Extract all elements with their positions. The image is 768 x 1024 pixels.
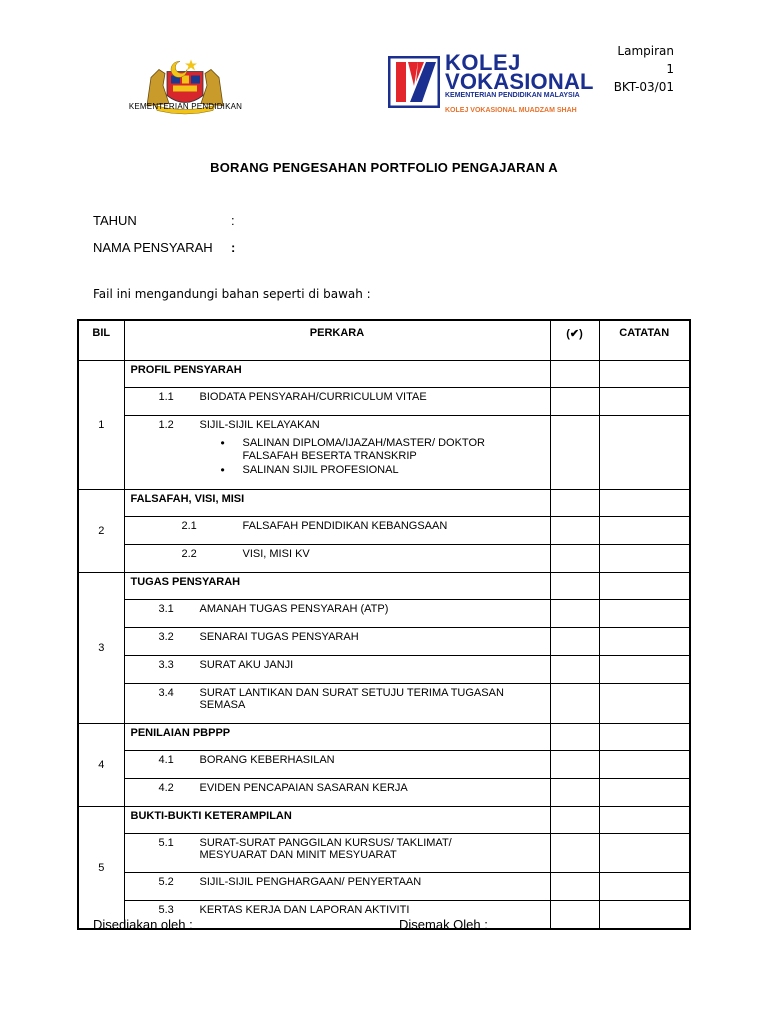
header-tick: (✔) — [550, 320, 599, 361]
tick-cell[interactable] — [550, 517, 599, 545]
catatan-cell[interactable] — [599, 901, 690, 930]
kv-logo-line3: KEMENTERIAN PENDIDIKAN MALAYSIA — [445, 92, 580, 99]
header-bil: BIL — [78, 320, 124, 361]
list-item — [124, 751, 550, 779]
table-row — [78, 807, 690, 834]
list-item — [124, 873, 550, 901]
portfolio-checklist-table — [77, 319, 691, 930]
catatan-cell[interactable] — [599, 779, 690, 807]
table-row — [78, 545, 690, 573]
catatan-cell[interactable] — [599, 656, 690, 684]
tick-cell[interactable] — [550, 361, 599, 388]
table-row — [78, 834, 690, 873]
tick-cell[interactable] — [550, 724, 599, 751]
catatan-cell[interactable] — [599, 573, 690, 600]
item-number: 5.3 — [158, 904, 174, 916]
item-number: 3.4 — [158, 687, 174, 699]
list-item — [124, 628, 550, 656]
item-number: 1.2 — [158, 419, 174, 431]
table-row — [78, 517, 690, 545]
item-number: 3.1 — [158, 603, 174, 615]
bil-cell: 5 — [78, 807, 124, 930]
tick-cell[interactable] — [550, 873, 599, 901]
tick-cell[interactable] — [550, 901, 599, 930]
section-title: BUKTI-BUKTI KETERAMPILAN — [124, 807, 550, 834]
table-row — [78, 684, 690, 724]
kpm-crest-logo — [125, 48, 245, 123]
item-text: SURAT AKU JANJI — [199, 659, 294, 671]
table-row — [78, 490, 690, 517]
table-row — [78, 388, 690, 416]
list-item — [124, 600, 550, 628]
tick-cell[interactable] — [550, 779, 599, 807]
document-code: BKT-03/01 — [613, 80, 674, 94]
bil-cell: 4 — [78, 724, 124, 807]
list-item — [124, 416, 550, 490]
item-number: 4.1 — [158, 754, 174, 766]
prepared-by-label: Disediakan oleh : — [93, 917, 193, 932]
catatan-cell[interactable] — [599, 600, 690, 628]
kpm-logo-text: KEMENTERIAN PENDIDIKAN — [128, 102, 243, 111]
item-number: 2.1 — [181, 520, 197, 532]
catatan-cell[interactable] — [599, 490, 690, 517]
tick-cell[interactable] — [550, 600, 599, 628]
section-title: PENILAIAN PBPPP — [124, 724, 550, 751]
tick-cell[interactable] — [550, 545, 599, 573]
item-text: KERTAS KERJA DAN LAPORAN AKTIVITI — [199, 904, 410, 916]
checked-by-label: Disemak Oleh : — [399, 917, 488, 932]
table-row — [78, 656, 690, 684]
tahun-label: TAHUN — [93, 213, 137, 228]
kv-logo-line4: KOLEJ VOKASIONAL MUADZAM SHAH — [445, 107, 577, 114]
list-item — [124, 834, 550, 873]
bil-cell: 2 — [78, 490, 124, 573]
section-title: TUGAS PENSYARAH — [124, 573, 550, 600]
header-perkara: PERKARA — [124, 320, 550, 361]
list-item — [124, 517, 550, 545]
bil-cell: 3 — [78, 573, 124, 724]
form-title: BORANG PENGESAHAN PORTFOLIO PENGAJARAN A — [210, 160, 558, 175]
item-text: VISI, MISI KV — [242, 548, 310, 560]
catatan-cell[interactable] — [599, 807, 690, 834]
item-text: AMANAH TUGAS PENSYARAH (ATP) — [199, 603, 389, 615]
item-number: 1.1 — [158, 391, 174, 403]
bullet-item: • SALINAN SIJIL PROFESIONAL — [243, 464, 550, 477]
nama-pensyarah-label: NAMA PENSYARAH — [93, 240, 213, 255]
item-text: SIJIL-SIJIL PENGHARGAAN/ PENYERTAAN — [199, 876, 422, 888]
catatan-cell[interactable] — [599, 628, 690, 656]
tick-cell[interactable] — [550, 388, 599, 416]
table-header-row — [78, 320, 690, 361]
item-text: BORANG KEBERHASILAN — [199, 754, 335, 766]
bullet-item: • SALINAN DIPLOMA/IJAZAH/MASTER/ DOKTOR FALSAFAH BESERTA TRANSKRIP — [243, 437, 513, 463]
item-text: SIJIL-SIJIL KELAYAKAN — [199, 419, 320, 431]
kv-emblem-icon — [388, 56, 440, 108]
lampiran-reference — [612, 42, 674, 96]
tick-cell[interactable] — [550, 416, 599, 490]
catatan-cell[interactable] — [599, 834, 690, 873]
item-text: SURAT-SURAT PANGGILAN KURSUS/ TAKLIMAT/ MESYUARAT DAN MINIT MESYUARAT — [199, 837, 452, 861]
list-item — [124, 684, 550, 724]
list-item — [124, 656, 550, 684]
nama-pensyarah-colon: : — [231, 240, 236, 255]
tick-cell[interactable] — [550, 684, 599, 724]
table-row — [78, 724, 690, 751]
item-number: 5.2 — [158, 876, 174, 888]
table-row — [78, 779, 690, 807]
tick-cell[interactable] — [550, 573, 599, 600]
item-number: 3.2 — [158, 631, 174, 643]
catatan-cell[interactable] — [599, 684, 690, 724]
kolej-vokasional-logo — [388, 50, 594, 116]
item-number: 5.1 — [158, 837, 174, 849]
catatan-cell[interactable] — [599, 416, 690, 490]
table-row — [78, 628, 690, 656]
list-item — [124, 388, 550, 416]
catatan-cell[interactable] — [599, 361, 690, 388]
table-row — [78, 416, 690, 490]
catatan-cell[interactable] — [599, 873, 690, 901]
tick-cell[interactable] — [550, 834, 599, 873]
bil-cell: 1 — [78, 361, 124, 490]
kv-logo-line2: VOKASIONAL — [445, 69, 594, 94]
item-text: BIODATA PENSYARAH/CURRICULUM VITAE — [199, 391, 427, 403]
item-text: SURAT LANTIKAN DAN SURAT SETUJU TERIMA TUGASAN SEMASA — [199, 687, 504, 711]
catatan-cell[interactable] — [599, 388, 690, 416]
list-item — [124, 545, 550, 573]
item-text: EVIDEN PENCAPAIAN SASARAN KERJA — [199, 782, 408, 794]
catatan-cell[interactable] — [599, 517, 690, 545]
lampiran-label: Lampiran 1 — [617, 44, 674, 76]
tick-cell[interactable] — [550, 628, 599, 656]
item-number: 2.2 — [181, 548, 197, 560]
tick-cell[interactable] — [550, 807, 599, 834]
section-title: PROFIL PENSYARAH — [124, 361, 550, 388]
catatan-cell[interactable] — [599, 724, 690, 751]
tick-cell[interactable] — [550, 490, 599, 517]
table-row — [78, 873, 690, 901]
tahun-colon: : — [231, 213, 235, 228]
item-number: 4.2 — [158, 782, 174, 794]
table-row — [78, 600, 690, 628]
catatan-cell[interactable] — [599, 545, 690, 573]
instruction-note: Fail ini mengandungi bahan seperti di bawah : — [93, 287, 371, 301]
header-catatan: CATATAN — [599, 320, 690, 361]
table-row — [78, 751, 690, 779]
table-row — [78, 361, 690, 388]
tick-cell[interactable] — [550, 656, 599, 684]
section-title: FALSAFAH, VISI, MISI — [124, 490, 550, 517]
table-row — [78, 573, 690, 600]
bullet-list — [125, 437, 550, 477]
item-text: SENARAI TUGAS PENSYARAH — [199, 631, 359, 643]
item-number: 3.3 — [158, 659, 174, 671]
tick-cell[interactable] — [550, 751, 599, 779]
list-item — [124, 779, 550, 807]
kv-logo-line1: KOLEJ — [445, 50, 521, 75]
catatan-cell[interactable] — [599, 751, 690, 779]
item-text: FALSAFAH PENDIDIKAN KEBANGSAAN — [242, 520, 448, 532]
